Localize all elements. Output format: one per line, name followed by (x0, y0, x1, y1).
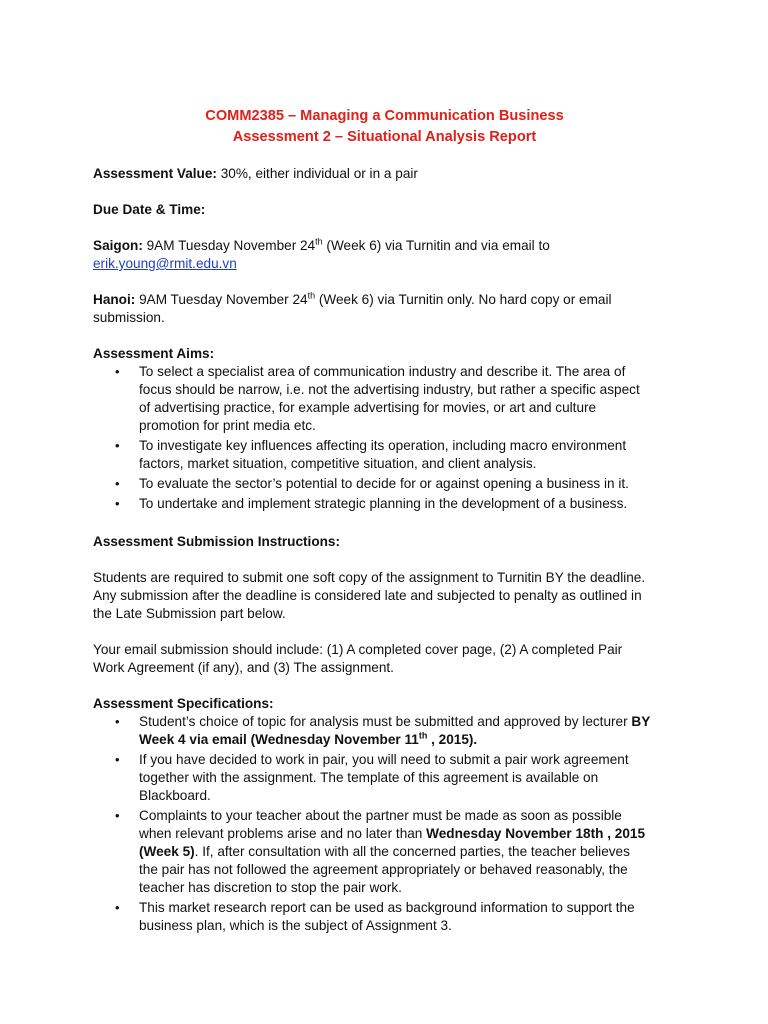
aims-item-1 (93, 363, 676, 435)
saigon-label: Saigon: (93, 238, 143, 253)
saigon-due (93, 237, 676, 273)
saigon-sup: th (315, 236, 323, 247)
aims-1-line-3: of advertising practice, for example advertising for movies, or art and culture (139, 400, 597, 415)
hanoi-details-2: submission. (93, 310, 165, 325)
saigon-date: 9AM Tuesday November 24 (142, 238, 316, 253)
bullet-icon: • (115, 438, 120, 453)
bullet-icon: • (115, 752, 120, 767)
specs-4-line-1: This market research report can be used as background information to support the (139, 900, 635, 915)
specs-1-text: Student’s choice of topic for analysis must be submitted and approved by lecturer (139, 714, 632, 729)
specs-2-line-1: If you have decided to work in pair, you will need to submit a pair work agreement (139, 752, 629, 767)
bullet-icon: • (115, 808, 120, 823)
document-title (93, 106, 676, 148)
aims-1-line-2: focus should be narrow, i.e. not the advertising industry, but rather a specific aspect (139, 382, 640, 397)
specs-3-line-1: Complaints to your teacher about the partner must be made as soon as possible (139, 808, 622, 823)
specs-4-line-2: business plan, which is the subject of Assignment 3. (139, 918, 452, 933)
specs-1-deadline: Week 4 via email (Wednesday November 11 (139, 732, 419, 747)
bullet-icon: • (115, 476, 120, 491)
hanoi-details: (Week 6) via Turnitin only. No hard copy or email (315, 292, 612, 307)
specs-item-3 (93, 807, 676, 897)
submission-p1-line-1: Students are required to submit one soft copy of the assignment to Turnitin BY the deadline. (93, 570, 646, 585)
specs-item-1 (93, 713, 676, 749)
aims-heading (93, 345, 676, 363)
hanoi-label: Hanoi: (93, 292, 136, 307)
title-line-1: COMM2385 – Managing a Communication Business (205, 108, 564, 124)
specs-2-line-2: together with the assignment. The template of this agreement is available on (139, 770, 599, 785)
submission-para-1 (93, 569, 676, 623)
hanoi-due (93, 291, 676, 327)
aims-2-line-1: To investigate key influences affecting its operation, including macro environment (139, 438, 627, 453)
aims-item-2 (93, 437, 676, 473)
bullet-icon: • (115, 496, 120, 511)
specs-item-2 (93, 751, 676, 805)
specs-1-bold: BY (631, 714, 651, 729)
submission-heading-text: Assessment Submission Instructions: (93, 534, 341, 549)
assessment-value-label: Assessment Value: (93, 166, 217, 181)
email-link[interactable]: erik.young@rmit.edu.vn (93, 256, 237, 271)
specs-item-4 (93, 899, 676, 935)
due-date-heading (93, 201, 676, 219)
submission-p2-line-2: Work Agreement (if any), and (3) The assignment. (93, 660, 394, 675)
specs-3-line-4: the pair has not followed the agreement appropriately or behaved reasonably, the (139, 862, 628, 877)
specs-3-line-5: teacher has discretion to stop the pair work. (139, 880, 402, 895)
submission-p2-line-1: Your email submission should include: (1) A completed cover page, (2) A completed Pair (93, 642, 623, 657)
submission-para-2 (93, 641, 676, 677)
specs-2-line-3: Blackboard. (139, 788, 211, 803)
specs-3-deadline: Wednesday November 18th , 2015 (426, 826, 646, 841)
submission-p1-line-3: the Late Submission part below. (93, 606, 286, 621)
specs-heading-text: Assessment Specifications: (93, 696, 274, 711)
title-line-2: Assessment 2 – Situational Analysis Report (232, 129, 537, 145)
specs-3-line-2: when relevant problems arise and no later than (139, 826, 427, 841)
due-date-label: Due Date & Time: (93, 202, 206, 217)
bullet-icon: • (115, 364, 120, 379)
aims-heading-text: Assessment Aims: (93, 346, 215, 361)
aims-3-line-1: To evaluate the sector’s potential to decide for or against opening a business in it. (139, 476, 629, 491)
specs-heading (93, 695, 676, 713)
aims-1-line-4: promotion for print media etc. (139, 418, 316, 433)
aims-2-line-2: factors, market situation, competitive situation, and client analysis. (139, 456, 537, 471)
aims-list (93, 363, 676, 513)
assessment-value-text: 30%, either individual or in a pair (216, 166, 418, 181)
specs-1-tail: , 2015). (427, 732, 478, 747)
specs-list (93, 713, 676, 935)
submission-heading (93, 533, 676, 551)
aims-1-line-1: To select a specialist area of communication industry and describe it. The area of (139, 364, 626, 379)
hanoi-date: 9AM Tuesday November 24 (135, 292, 308, 307)
specs-3-line-3: . If, after consultation with all the concerned parties, the teacher believes (194, 844, 630, 859)
aims-4-line-1: To undertake and implement strategic planning in the development of a business. (139, 496, 628, 511)
bullet-icon: • (115, 714, 120, 729)
saigon-details: (Week 6) via Turnitin and via email to (322, 238, 550, 253)
assessment-value (93, 165, 676, 183)
hanoi-sup: th (307, 290, 316, 301)
specs-1-sup: th (418, 730, 428, 741)
submission-p1-line-2: Any submission after the deadline is considered late and subjected to penalty as outlined in (93, 588, 642, 603)
specs-3-week: (Week 5) (139, 844, 195, 859)
bullet-icon: • (115, 900, 120, 915)
aims-item-3 (93, 475, 676, 493)
aims-item-4 (93, 495, 676, 513)
